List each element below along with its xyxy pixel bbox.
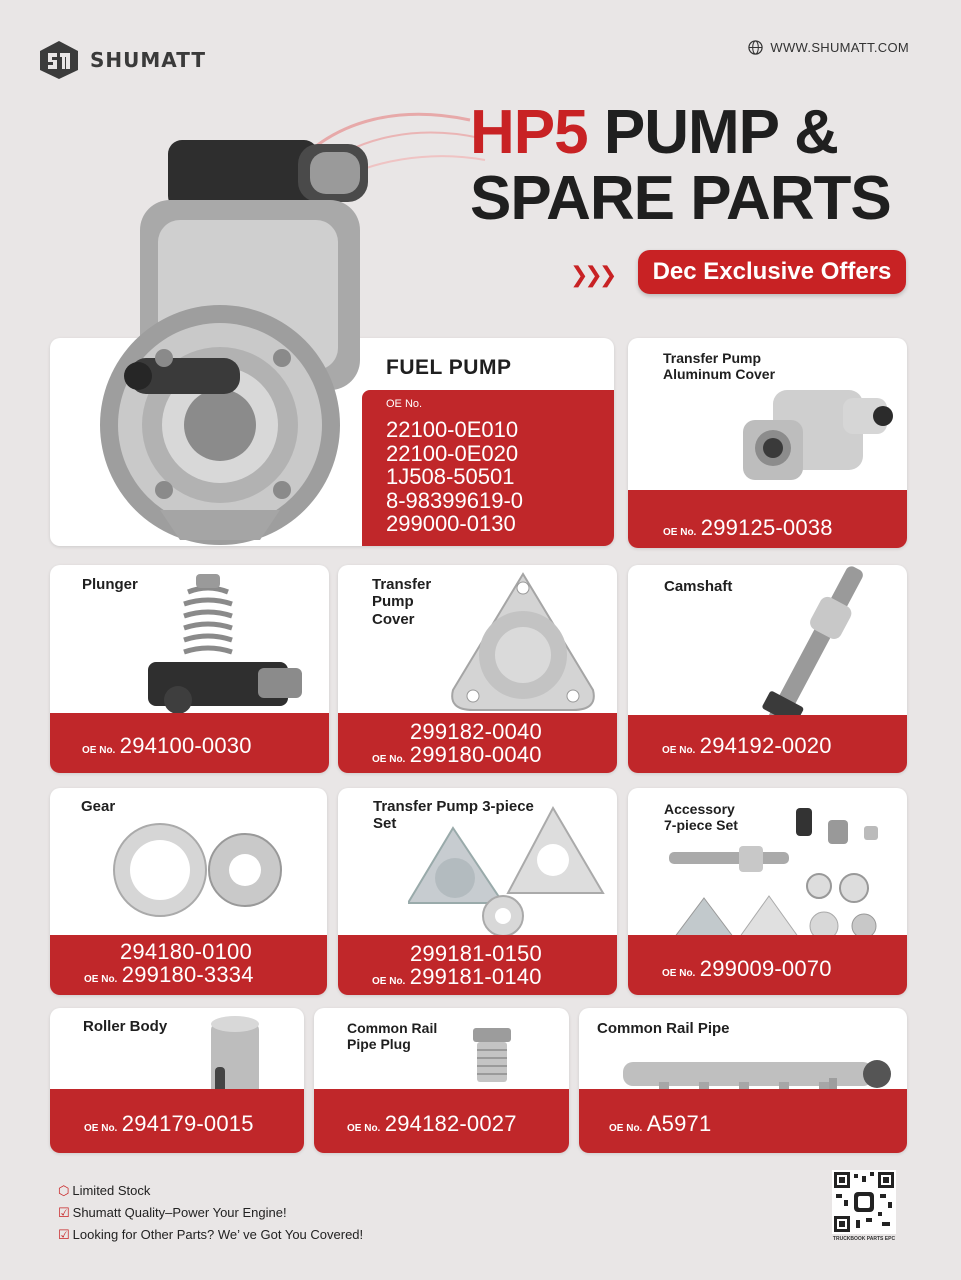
- card-title: Roller Body: [83, 1018, 168, 1035]
- fuel-pump-oe-list: [386, 418, 523, 536]
- oe-number: 294192-0020: [699, 733, 832, 758]
- product-card-transfer-pump-cover[interactable]: [338, 565, 617, 773]
- oe-number: 8-98399619-0: [386, 487, 524, 513]
- qr-code-icon[interactable]: [832, 1170, 896, 1234]
- product-card-common-rail-pipe-plug[interactable]: [314, 1008, 569, 1153]
- headline-hp5: HP5: [470, 98, 588, 167]
- headline-line2: SPARE PARTS: [470, 164, 891, 233]
- oe-label: OE No.: [372, 754, 406, 765]
- oe-band: [628, 935, 907, 995]
- headline: [470, 98, 891, 233]
- product-card-gear[interactable]: [50, 788, 327, 995]
- oe-number: 299180-3334: [121, 962, 254, 987]
- product-card-accessory-7-piece-set[interactable]: [628, 788, 907, 995]
- chevrons-icon: ❯❯❯: [570, 262, 614, 287]
- oe-number-top: 299182-0040: [410, 719, 542, 744]
- footer-item: ⬡ Limited Stock: [58, 1180, 363, 1202]
- pipe-plug-image: [467, 1026, 517, 1086]
- card-title: Common Rail Pipe Plug: [347, 1020, 438, 1053]
- oe-label: OE No.: [372, 976, 406, 987]
- oe-band: [338, 713, 617, 773]
- logo-mark-icon: [38, 40, 80, 80]
- oe-label: OE No.: [347, 1123, 381, 1134]
- card-title: Accessory 7-piece Set: [664, 801, 738, 834]
- transfer-pump-cover-image: [443, 570, 603, 718]
- oe-number: 299125-0038: [700, 515, 833, 540]
- oe-number-top: 299181-0150: [410, 941, 542, 966]
- product-card-camshaft[interactable]: [628, 565, 907, 773]
- card-title: Transfer Pump 3-piece Set: [373, 798, 534, 833]
- oe-band: [50, 713, 329, 773]
- checkbox-icon: ☑: [58, 1227, 70, 1242]
- brand-name: SHUMATT: [90, 48, 206, 72]
- oe-number: 294179-0015: [121, 1111, 254, 1136]
- oe-band: [338, 935, 617, 995]
- globe-icon: [748, 40, 763, 55]
- card-title: Camshaft: [664, 578, 733, 595]
- oe-band: [314, 1089, 569, 1153]
- oe-band: [628, 715, 907, 773]
- oe-number: 294182-0027: [384, 1111, 517, 1136]
- offer-badge[interactable]: Dec Exclusive Offers: [638, 250, 906, 294]
- oe-label: OE No.: [84, 974, 118, 985]
- oe-number: 299181-0140: [409, 964, 542, 989]
- oe-number: 299000-0130: [386, 511, 516, 536]
- oe-label: OE No.: [663, 527, 697, 538]
- oe-number: 1J508-50501: [386, 464, 515, 489]
- plunger-image: [138, 570, 308, 722]
- oe-number: 299180-0040: [409, 742, 542, 767]
- oe-number: 22100-0E010: [386, 417, 519, 442]
- product-card-plunger[interactable]: [50, 565, 329, 773]
- product-card-common-rail-pipe[interactable]: [579, 1008, 907, 1153]
- oe-label: OE No.: [84, 1123, 118, 1134]
- oe-number: 299009-0070: [699, 956, 832, 981]
- oe-label: OE No.: [662, 968, 696, 979]
- oe-label: OE No.: [609, 1123, 643, 1134]
- gear-image: [105, 818, 295, 923]
- footer-item: ☑ Looking for Other Parts? We’ ve Got You Covered!: [58, 1224, 363, 1246]
- oe-number: 294100-0030: [119, 733, 252, 758]
- website-url: WWW.SHUMATT.COM: [770, 40, 909, 55]
- card-title: Transfer Pump Aluminum Cover: [663, 350, 776, 383]
- footer-highlights: [58, 1180, 363, 1246]
- oe-number: 22100-0E020: [386, 440, 519, 466]
- aluminum-cover-image: [733, 380, 893, 492]
- card-title: Gear: [81, 798, 116, 815]
- qr-caption: TRUCKBOOK PARTS EPC: [832, 1236, 896, 1242]
- box-icon: ⬡: [58, 1183, 70, 1198]
- checkbox-icon: ☑: [58, 1205, 70, 1220]
- card-title: Transfer Pump Cover: [372, 576, 432, 628]
- website-link[interactable]: [748, 40, 909, 55]
- oe-band: [628, 490, 907, 548]
- accessory-set-image: [664, 798, 904, 948]
- oe-band: [579, 1089, 907, 1153]
- camshaft-image: [728, 565, 898, 730]
- oe-band: [50, 1089, 304, 1153]
- brand-logo[interactable]: [38, 40, 206, 80]
- footer-item: ☑ Shumatt Quality–Power Your Engine!: [58, 1202, 363, 1224]
- oe-number: A5971: [646, 1111, 712, 1136]
- fuel-pump-image: [80, 130, 370, 550]
- headline-line1: PUMP &: [587, 98, 838, 167]
- product-card-transfer-pump-3-piece-set[interactable]: [338, 788, 617, 995]
- card-title: Plunger: [82, 576, 138, 593]
- oe-band: [50, 935, 327, 995]
- fuel-pump-title: FUEL PUMP: [386, 356, 512, 379]
- product-card-transfer-pump-aluminum-cover[interactable]: [628, 338, 907, 548]
- product-card-roller-body[interactable]: [50, 1008, 304, 1153]
- fuel-pump-oe-label: OE No.: [386, 398, 423, 410]
- oe-number-top: 294180-0100: [120, 939, 252, 964]
- three-piece-set-image: [408, 798, 608, 938]
- oe-label: OE No.: [82, 745, 116, 756]
- oe-label: OE No.: [662, 745, 696, 756]
- card-title: Common Rail Pipe: [597, 1020, 730, 1037]
